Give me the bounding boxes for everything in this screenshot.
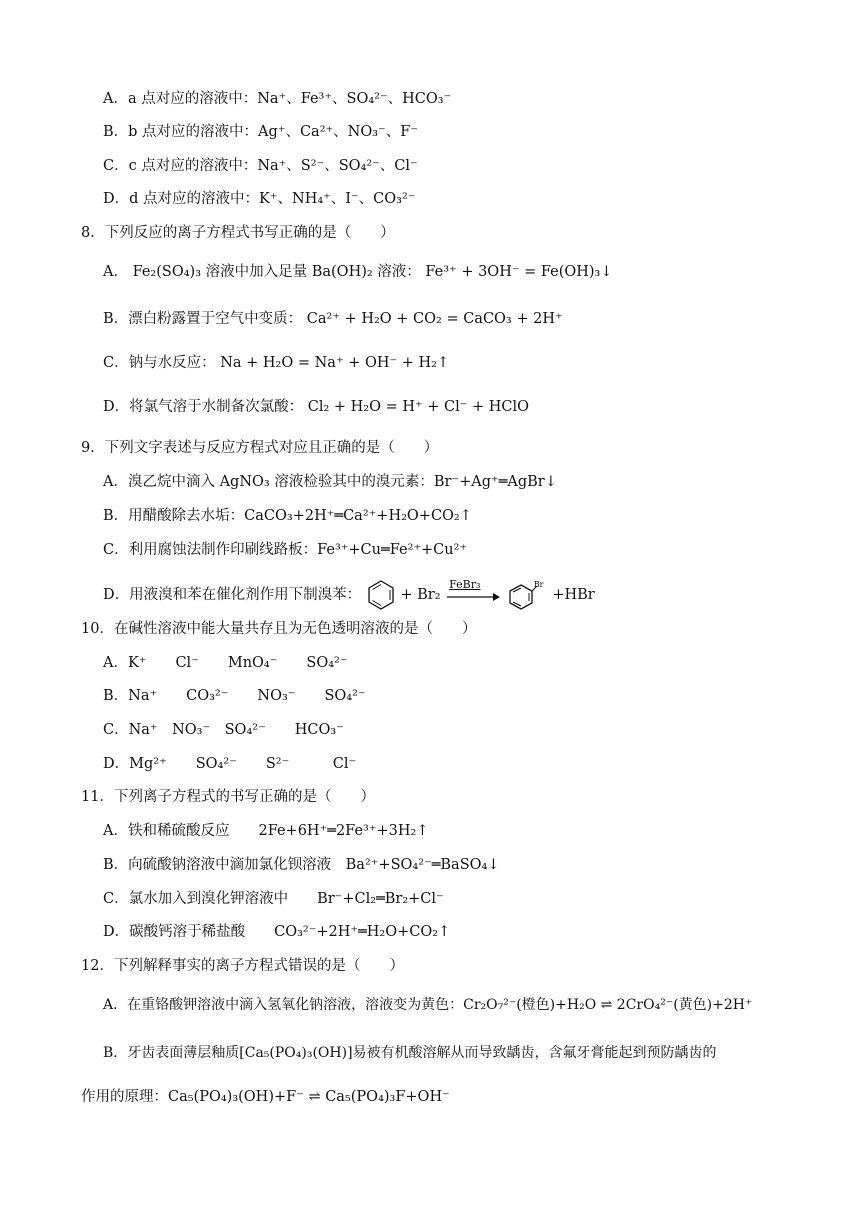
question-8: 8．下列反应的离子方程式书写正确的是（ ）	[81, 225, 395, 241]
option-7b: B．b 点对应的溶液中：Ag⁺、Ca²⁺、NO₃⁻、F⁻	[103, 124, 418, 140]
option-8b: B．漂白粉露置于空气中变质： Ca²⁺ + H₂O + CO₂ = CaCO₃ + 2H⁺	[103, 311, 563, 327]
option-9c: C．利用腐蚀法制作印刷线路板：Fe³⁺+Cu═Fe²⁺+Cu²⁺	[103, 542, 468, 558]
benzene-structure	[366, 579, 396, 611]
option-12b: B．牙齿表面薄层釉质[Ca₅(PO₄)₃(OH)]易被有机酸溶解从而导致龋齿，含氟牙膏能起到预防龋齿的	[103, 1045, 717, 1061]
option-9a: A．溴乙烷中滴入 AgNO₃ 溶液检验其中的溴元素：Br⁻+Ag⁺═AgBr↓	[103, 474, 557, 490]
option-9d	[103, 579, 595, 611]
question-9: 9．下列文字表述与反应方程式对应且正确的是（ ）	[81, 440, 439, 456]
option-8c: C．钠与水反应： Na + H₂O = Na⁺ + OH⁻ + H₂↑	[103, 355, 450, 371]
option-9d-text: D．用液溴和苯在催化剂作用下制溴苯：	[103, 587, 362, 603]
option-8a: A． Fe₂(SO₄)₃ 溶液中加入足量 Ba(OH)₂ 溶液： Fe³⁺ + 3OH⁻ = Fe(OH)₃↓	[103, 264, 613, 280]
option-8d: D．将氯气溶于水制备次氯酸： Cl₂ + H₂O = H⁺ + Cl⁻ + HClO	[103, 399, 530, 415]
catalyst-label: FeBr₃	[449, 578, 481, 591]
bromo-substituent-label: Br	[533, 580, 544, 589]
option-7c: C．c 点对应的溶液中：Na⁺、S²⁻、SO₄²⁻、Cl⁻	[103, 158, 418, 174]
option-11d: D．碳酸钙溶于稀盐酸 CO₃²⁻+2H⁺═H₂O+CO₂↑	[103, 924, 451, 940]
option-12a: A．在重铬酸钾溶液中滴入氢氧化钠溶液，溶液变为黄色：Cr₂O₇²⁻(橙色)+H₂O ⇌ 2CrO₄²⁻(黄色)+2H⁺	[103, 997, 753, 1013]
option-10b: B．Na⁺ CO₃²⁻ NO₃⁻ SO₄²⁻	[103, 688, 366, 704]
question-12: 12．下列解释事实的离子方程式错误的是（ ）	[81, 958, 404, 974]
bromobenzene-structure	[506, 579, 542, 611]
reaction-arrow	[445, 578, 501, 607]
option-11c: C．氯水加入到溴化钾溶液中 Br⁻+Cl₂═Br₂+Cl⁻	[103, 891, 444, 907]
option-7d: D．d 点对应的溶液中：K⁺、NH₄⁺、I⁻、CO₃²⁻	[103, 191, 416, 207]
option-10c: C．Na⁺ NO₃⁻ SO₄²⁻ HCO₃⁻	[103, 722, 344, 738]
bromine-reagent: + Br₂	[400, 587, 441, 603]
option-11a: A．铁和稀硫酸反应 2Fe+6H⁺═2Fe³⁺+3H₂↑	[103, 823, 429, 839]
hbr-product: +HBr	[552, 587, 595, 603]
question-10: 10．在碱性溶液中能大量共存且为无色透明溶液的是（ ）	[81, 621, 477, 637]
option-9b: B．用醋酸除去水垢：CaCO₃+2H⁺═Ca²⁺+H₂O+CO₂↑	[103, 508, 472, 524]
option-12b-cont: 作用的原理：Ca₅(PO₄)₃(OH)+F⁻ ⇌ Ca₅(PO₄)₃F+OH⁻	[81, 1089, 450, 1105]
question-11: 11．下列离子方程式的书写正确的是（ ）	[81, 789, 375, 805]
option-10d: D．Mg²⁺ SO₄²⁻ S²⁻ Cl⁻	[103, 756, 357, 772]
option-11b: B．向硫酸钠溶液中滴加氯化钡溶液 Ba²⁺+SO₄²⁻═BaSO₄↓	[103, 857, 500, 873]
option-7a: A．a 点对应的溶液中：Na⁺、Fe³⁺、SO₄²⁻、HCO₃⁻	[103, 91, 452, 107]
arrow-icon	[445, 583, 501, 607]
option-10a: A．K⁺ Cl⁻ MnO₄⁻ SO₄²⁻	[103, 655, 348, 671]
